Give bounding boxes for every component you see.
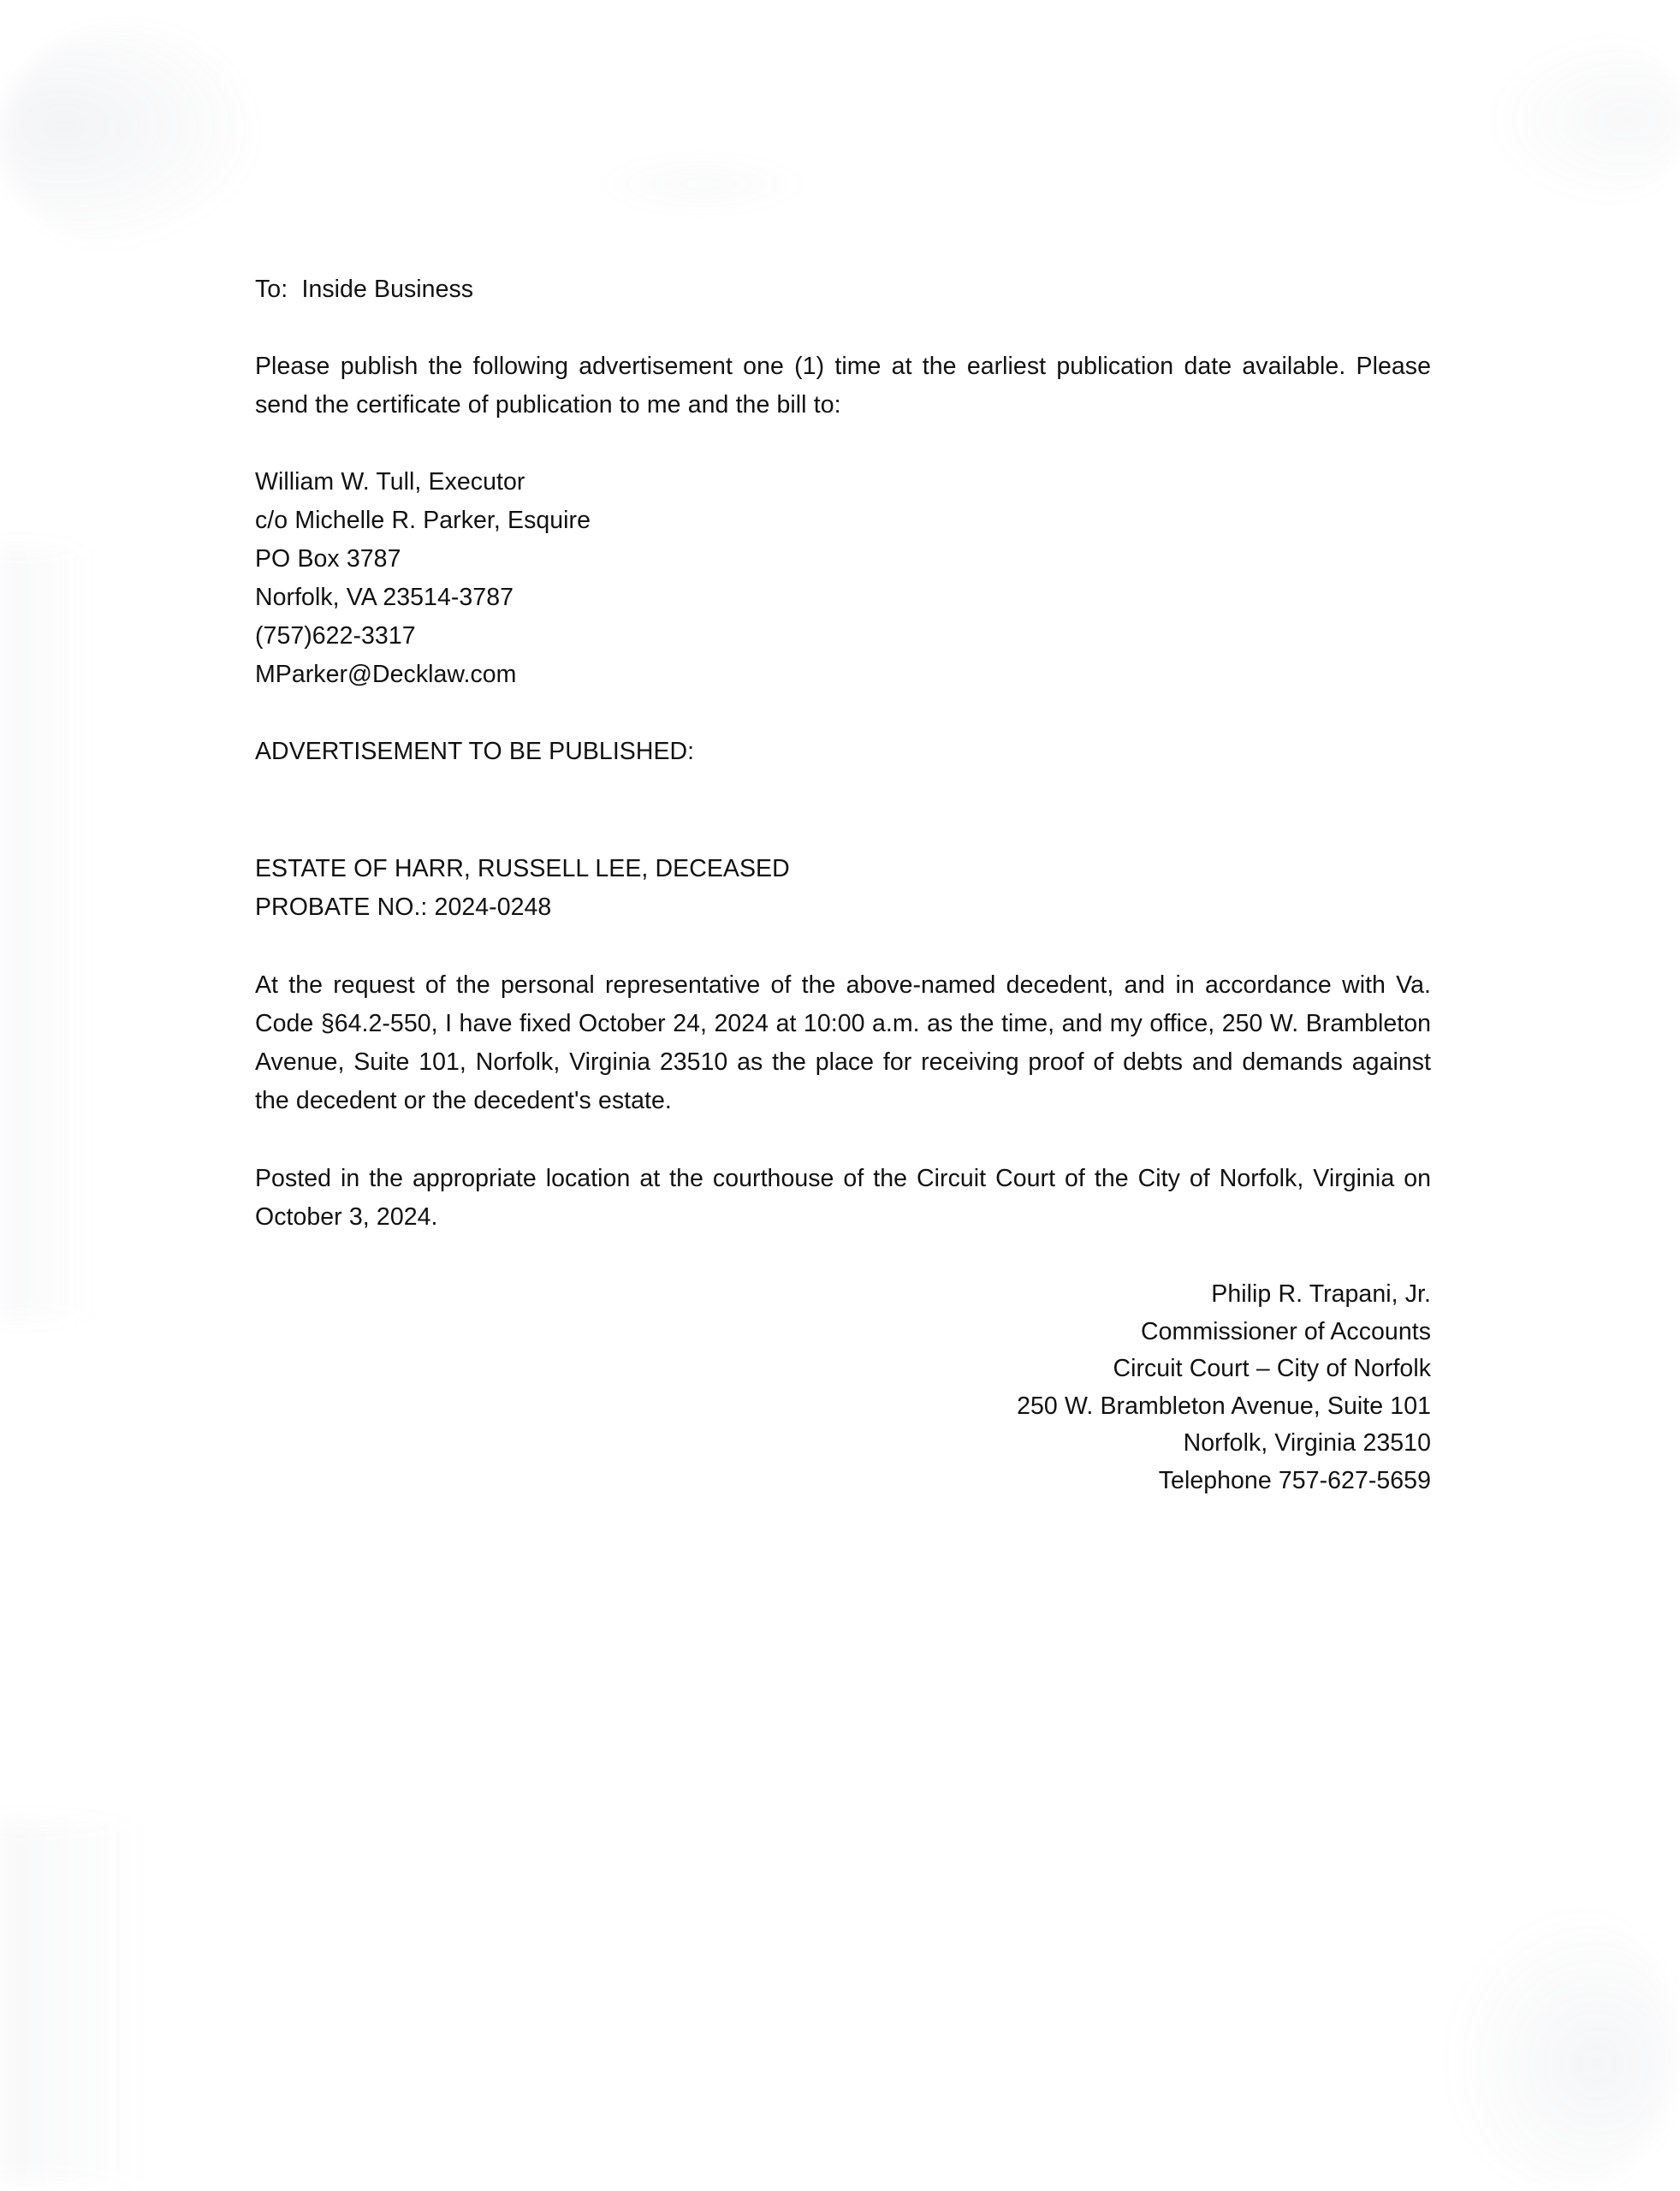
scan-shadow-top-left (0, 26, 257, 248)
signer-city-state: Norfolk, Virginia 23510 (1183, 1429, 1431, 1457)
notice-paragraph: At the request of the personal representative of the above-named decedent, and in accordance with Va. Code §64.2-550, I have fixed October 24, 2024 at 10:00 a.m. as the time, and my office, 250 W. Brambleton Avenue, Suite 101, Norfolk, Virginia 23510 as the place for receiving proof of debts and demands against the decedent or the decedent's estate. (255, 971, 1431, 1114)
spacer (255, 309, 1431, 347)
scan-speck-top-center (599, 154, 804, 214)
signer-name: Philip R. Trapani, Jr. (1211, 1280, 1431, 1308)
scan-shadow-bottom-right (1446, 1909, 1677, 2191)
signature-block (255, 1276, 1431, 1499)
advertisement-heading: ADVERTISEMENT TO BE PUBLISHED: (255, 738, 695, 765)
spacer (255, 1237, 1431, 1276)
signer-title: Commissioner of Accounts (1141, 1317, 1431, 1345)
spacer (255, 694, 1431, 733)
scan-shadow-left-bottom (0, 1823, 145, 2182)
letter-body (255, 270, 1431, 1499)
estate-caption-block (255, 850, 1431, 927)
signer-telephone: Telephone 757-627-5659 (1158, 1466, 1431, 1494)
billing-address-line: c/o Michelle R. Parker, Esquire (255, 507, 591, 534)
recipient-block (255, 270, 1431, 309)
posting-paragraph: Posted in the appropriate location at the courthouse of the Circuit Court of the City of Norfolk, Virginia on October 3, 2024. (255, 1165, 1431, 1231)
signer-court: Circuit Court – City of Norfolk (1113, 1355, 1431, 1382)
billing-address-line: William W. Tull, Executor (255, 468, 525, 496)
scan-shadow-top-right (1489, 34, 1680, 205)
signer-street: 250 W. Brambleton Avenue, Suite 101 (1017, 1392, 1431, 1420)
estate-probate-number: PROBATE NO.: 2024-0248 (255, 894, 552, 921)
spacer (255, 1120, 1431, 1160)
estate-caption-name: ESTATE OF HARR, RUSSELL LEE, DECEASED (255, 855, 790, 882)
spacer (255, 425, 1431, 463)
billing-address-line: PO Box 3787 (255, 545, 401, 573)
billing-address-line: Norfolk, VA 23514-3787 (255, 584, 514, 611)
request-paragraph: Please publish the following advertisement one (1) time at the earliest publication date available. Please send the certificate of publication to me and the bill to: (255, 353, 1431, 419)
spacer (255, 927, 1431, 966)
recipient-line: To: Inside Business (255, 276, 474, 303)
spacer (255, 771, 1431, 850)
billing-email-line: MParker@Decklaw.com (255, 661, 517, 688)
billing-address-block (255, 463, 1431, 694)
billing-phone-line: (757)622-3317 (255, 622, 416, 650)
advertisement-heading-block (255, 733, 1431, 771)
scan-shadow-left-middle (0, 548, 94, 1318)
